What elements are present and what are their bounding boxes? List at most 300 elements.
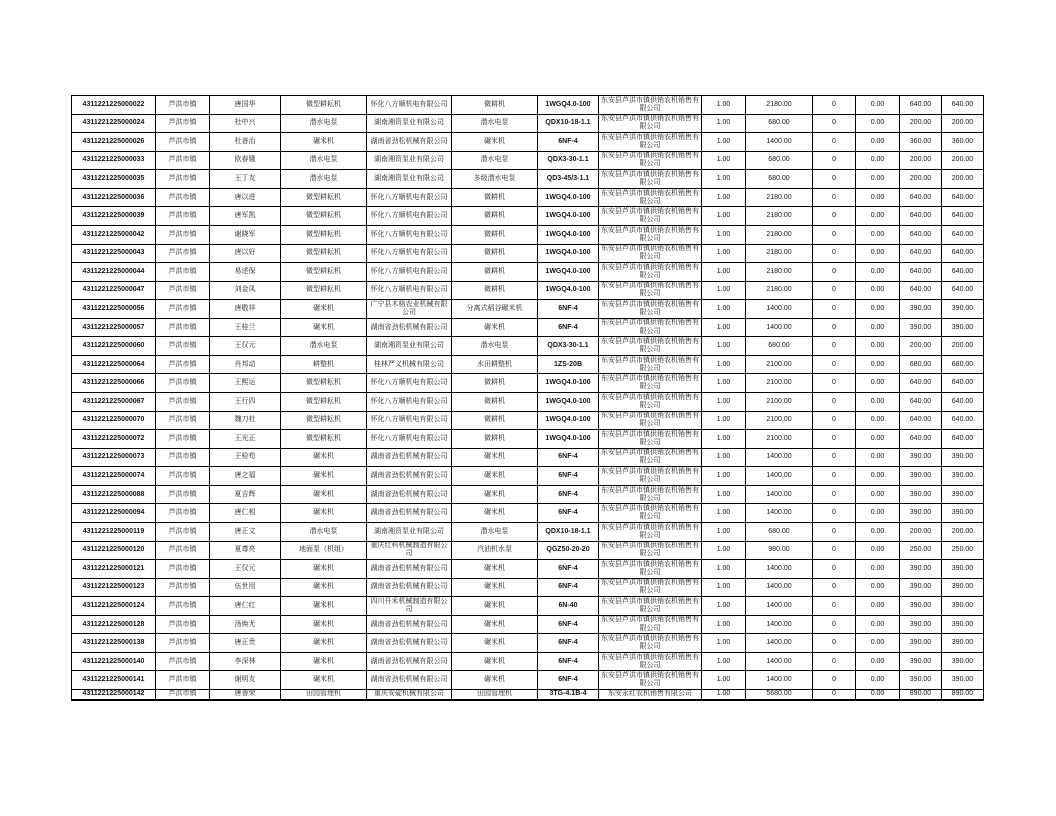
cell-subsidy: 200.00 xyxy=(900,522,942,541)
cell-total: 390.00 xyxy=(942,578,984,597)
cell-dealer: 东安县芦洪市镇供销农机销售有限公司 xyxy=(599,448,702,467)
cell-record-id: 4311221225000072 xyxy=(72,430,156,449)
cell-record-id: 4311221225000141 xyxy=(72,671,156,690)
cell-record-id: 4311221225000094 xyxy=(72,504,156,523)
cell-quantity: 1.00 xyxy=(702,355,746,374)
cell-dealer: 东安县芦洪市镇供销农机销售有限公司 xyxy=(599,634,702,653)
table-row xyxy=(72,225,984,244)
cell-model: 6NF-4 xyxy=(538,652,599,671)
table-row xyxy=(72,170,984,189)
cell-product: 潜水电泵 xyxy=(452,114,538,133)
cell-deduct-amount: 0.00 xyxy=(856,541,900,560)
cell-subsidy: 640.00 xyxy=(900,207,942,226)
cell-quantity: 1.00 xyxy=(702,578,746,597)
table-row xyxy=(72,541,984,560)
cell-product: 碾米机 xyxy=(452,485,538,504)
cell-applicant: 杜中兴 xyxy=(210,114,281,133)
cell-dealer: 东安县芦洪市镇供销农机销售有限公司 xyxy=(599,597,702,616)
cell-total: 390.00 xyxy=(942,300,984,319)
cell-subsidy: 390.00 xyxy=(900,467,942,486)
cell-manufacturer: 湖南湘资泵业有限公司 xyxy=(367,151,452,170)
cell-quantity: 1.00 xyxy=(702,133,746,152)
cell-price: 680.00 xyxy=(746,337,813,356)
cell-price: 2180.00 xyxy=(746,263,813,282)
cell-dealer: 东安县芦洪市镇供销农机销售有限公司 xyxy=(599,96,702,115)
cell-subsidy: 250.00 xyxy=(900,541,942,560)
cell-quantity: 1.00 xyxy=(702,281,746,300)
cell-deduct-count: 0 xyxy=(813,504,856,523)
cell-deduct-count: 0 xyxy=(813,355,856,374)
cell-subsidy: 390.00 xyxy=(900,318,942,337)
table-row xyxy=(72,560,984,579)
cell-total: 640.00 xyxy=(942,244,984,263)
cell-applicant: 王仅元 xyxy=(210,337,281,356)
cell-total: 390.00 xyxy=(942,652,984,671)
cell-model: 6NF-4 xyxy=(538,448,599,467)
cell-deduct-amount: 0.00 xyxy=(856,337,900,356)
cell-model: 1WGQ4.0-100 xyxy=(538,374,599,393)
cell-record-id: 4311221225000074 xyxy=(72,467,156,486)
cell-price: 5680.00 xyxy=(746,690,813,701)
cell-deduct-count: 0 xyxy=(813,522,856,541)
cell-category: 地面泵（机组） xyxy=(281,541,367,560)
cell-category: 微型耕耘机 xyxy=(281,281,367,300)
cell-price: 1400.00 xyxy=(746,448,813,467)
cell-deduct-count: 0 xyxy=(813,541,856,560)
cell-dealer: 东安县芦洪市镇供销农机销售有限公司 xyxy=(599,281,702,300)
cell-quantity: 1.00 xyxy=(702,170,746,189)
cell-applicant: 唐国华 xyxy=(210,96,281,115)
cell-record-id: 4311221225000120 xyxy=(72,541,156,560)
cell-deduct-count: 0 xyxy=(813,467,856,486)
cell-deduct-amount: 0.00 xyxy=(856,578,900,597)
cell-dealer: 东安县芦洪市镇供销农机销售有限公司 xyxy=(599,188,702,207)
cell-town: 芦洪市镇 xyxy=(156,133,210,152)
cell-product: 微耕机 xyxy=(452,207,538,226)
table-row xyxy=(72,671,984,690)
cell-manufacturer: 湖南省劲松机械有限公司 xyxy=(367,634,452,653)
cell-town: 芦洪市镇 xyxy=(156,281,210,300)
cell-town: 芦洪市镇 xyxy=(156,634,210,653)
cell-deduct-count: 0 xyxy=(813,411,856,430)
cell-record-id: 4311221225000026 xyxy=(72,133,156,152)
cell-total: 360.00 xyxy=(942,133,984,152)
cell-town: 芦洪市镇 xyxy=(156,114,210,133)
cell-town: 芦洪市镇 xyxy=(156,597,210,616)
cell-quantity: 1.00 xyxy=(702,541,746,560)
cell-category: 微型耕耘机 xyxy=(281,411,367,430)
cell-product: 碾米机 xyxy=(452,448,538,467)
cell-applicant: 王光正 xyxy=(210,430,281,449)
cell-total: 640.00 xyxy=(942,263,984,282)
cell-deduct-amount: 0.00 xyxy=(856,522,900,541)
cell-total: 640.00 xyxy=(942,225,984,244)
cell-applicant: 唐敬祥 xyxy=(210,300,281,319)
cell-manufacturer: 湖南省劲松机械有限公司 xyxy=(367,615,452,634)
cell-category: 碾米机 xyxy=(281,634,367,653)
cell-deduct-count: 0 xyxy=(813,207,856,226)
table-row xyxy=(72,188,984,207)
cell-deduct-count: 0 xyxy=(813,597,856,616)
cell-category: 微型耕耘机 xyxy=(281,225,367,244)
cell-manufacturer: 湖南省劲松机械有限公司 xyxy=(367,448,452,467)
cell-model: QGZ50-20-20 xyxy=(538,541,599,560)
cell-product: 碾米机 xyxy=(452,615,538,634)
cell-subsidy: 200.00 xyxy=(900,114,942,133)
cell-applicant: 唐以好 xyxy=(210,244,281,263)
cell-dealer: 东安县芦洪市镇供销农机销售有限公司 xyxy=(599,337,702,356)
table-row xyxy=(72,337,984,356)
cell-manufacturer: 湖南省劲松机械有限公司 xyxy=(367,578,452,597)
cell-town: 芦洪市镇 xyxy=(156,244,210,263)
cell-quantity: 1.00 xyxy=(702,411,746,430)
cell-record-id: 4311221225000070 xyxy=(72,411,156,430)
cell-subsidy: 390.00 xyxy=(900,597,942,616)
cell-dealer: 东安县芦洪市镇供销农机销售有限公司 xyxy=(599,504,702,523)
cell-category: 微型耕耘机 xyxy=(281,393,367,412)
cell-total: 390.00 xyxy=(942,560,984,579)
table-row xyxy=(72,448,984,467)
cell-price: 1400.00 xyxy=(746,318,813,337)
cell-town: 芦洪市镇 xyxy=(156,541,210,560)
cell-quantity: 1.00 xyxy=(702,430,746,449)
table-row xyxy=(72,207,984,226)
cell-model: 1WGQ4.0-100 xyxy=(538,207,599,226)
table-row xyxy=(72,467,984,486)
cell-model: 1WGQ4.0-100 xyxy=(538,263,599,282)
cell-deduct-amount: 0.00 xyxy=(856,597,900,616)
cell-deduct-count: 0 xyxy=(813,560,856,579)
cell-quantity: 1.00 xyxy=(702,207,746,226)
cell-deduct-amount: 0.00 xyxy=(856,448,900,467)
cell-model: 1WGQ4.0-100 xyxy=(538,430,599,449)
cell-dealer: 东安县芦洪市镇供销农机销售有限公司 xyxy=(599,355,702,374)
cell-manufacturer: 怀化八方顺机电有限公司 xyxy=(367,96,452,115)
cell-dealer: 东安县芦洪市镇供销农机销售有限公司 xyxy=(599,300,702,319)
cell-quantity: 1.00 xyxy=(702,114,746,133)
cell-record-id: 4311221225000056 xyxy=(72,300,156,319)
cell-price: 1400.00 xyxy=(746,133,813,152)
cell-price: 2180.00 xyxy=(746,207,813,226)
cell-applicant: 王仅元 xyxy=(210,560,281,579)
cell-category: 潜水电泵 xyxy=(281,114,367,133)
cell-quantity: 1.00 xyxy=(702,263,746,282)
cell-town: 芦洪市镇 xyxy=(156,652,210,671)
table-row xyxy=(72,485,984,504)
table-row xyxy=(72,634,984,653)
cell-deduct-amount: 0.00 xyxy=(856,615,900,634)
cell-deduct-count: 0 xyxy=(813,96,856,115)
cell-town: 芦洪市镇 xyxy=(156,207,210,226)
cell-price: 1400.00 xyxy=(746,615,813,634)
cell-model: 1WGQ4.0-100 xyxy=(538,411,599,430)
cell-record-id: 4311221225000035 xyxy=(72,170,156,189)
cell-category: 潜水电泵 xyxy=(281,522,367,541)
cell-price: 680.00 xyxy=(746,151,813,170)
cell-category: 碾米机 xyxy=(281,300,367,319)
cell-dealer: 东安县芦洪市镇供销农机销售有限公司 xyxy=(599,560,702,579)
cell-category: 潜水电泵 xyxy=(281,337,367,356)
cell-model: 3TG-4.1B-4 xyxy=(538,690,599,701)
cell-deduct-amount: 0.00 xyxy=(856,114,900,133)
cell-deduct-count: 0 xyxy=(813,485,856,504)
cell-manufacturer: 湖南湘资泵业有限公司 xyxy=(367,114,452,133)
cell-total: 390.00 xyxy=(942,467,984,486)
cell-quantity: 1.00 xyxy=(702,652,746,671)
table-row xyxy=(72,281,984,300)
cell-product: 碾米机 xyxy=(452,671,538,690)
cell-price: 1400.00 xyxy=(746,504,813,523)
cell-subsidy: 640.00 xyxy=(900,430,942,449)
cell-dealer: 东安县芦洪市镇供销农机销售有限公司 xyxy=(599,225,702,244)
cell-town: 芦洪市镇 xyxy=(156,170,210,189)
cell-manufacturer: 湖南省劲松机械有限公司 xyxy=(367,560,452,579)
cell-product: 碾米机 xyxy=(452,133,538,152)
cell-manufacturer: 湖南省劲松机械有限公司 xyxy=(367,671,452,690)
cell-manufacturer: 湖南湘资泵业有限公司 xyxy=(367,170,452,189)
cell-total: 640.00 xyxy=(942,96,984,115)
cell-applicant: 唐之福 xyxy=(210,467,281,486)
cell-deduct-amount: 0.00 xyxy=(856,485,900,504)
cell-town: 芦洪市镇 xyxy=(156,504,210,523)
cell-manufacturer: 怀化八方顺机电有限公司 xyxy=(367,225,452,244)
cell-dealer: 东安县芦洪市镇供销农机销售有限公司 xyxy=(599,374,702,393)
cell-town: 芦洪市镇 xyxy=(156,374,210,393)
cell-model: 6N-40 xyxy=(538,597,599,616)
table-row xyxy=(72,318,984,337)
cell-dealer: 东安县芦洪市镇供销农机销售有限公司 xyxy=(599,578,702,597)
cell-model: 6NF-4 xyxy=(538,318,599,337)
cell-record-id: 4311221225000064 xyxy=(72,355,156,374)
cell-dealer: 东安县芦洪市镇供销农机销售有限公司 xyxy=(599,652,702,671)
cell-deduct-count: 0 xyxy=(813,374,856,393)
cell-model: 6NF-4 xyxy=(538,467,599,486)
cell-applicant: 唐以进 xyxy=(210,188,281,207)
cell-model: 1WGQ4.0-100 xyxy=(538,281,599,300)
cell-category: 碾米机 xyxy=(281,504,367,523)
cell-deduct-amount: 0.00 xyxy=(856,355,900,374)
table-row xyxy=(72,133,984,152)
cell-deduct-count: 0 xyxy=(813,170,856,189)
cell-deduct-count: 0 xyxy=(813,615,856,634)
cell-product: 碾米机 xyxy=(452,652,538,671)
cell-deduct-count: 0 xyxy=(813,337,856,356)
cell-category: 碾米机 xyxy=(281,318,367,337)
cell-subsidy: 680.00 xyxy=(900,355,942,374)
cell-manufacturer: 怀化八方顺机电有限公司 xyxy=(367,263,452,282)
cell-record-id: 4311221225000057 xyxy=(72,318,156,337)
cell-total: 390.00 xyxy=(942,504,984,523)
cell-total: 200.00 xyxy=(942,114,984,133)
cell-deduct-amount: 0.00 xyxy=(856,318,900,337)
cell-total: 250.00 xyxy=(942,541,984,560)
cell-product: 潜水电泵 xyxy=(452,151,538,170)
cell-category: 田园管理机 xyxy=(281,690,367,701)
cell-dealer: 东安县芦洪市镇供销农机销售有限公司 xyxy=(599,522,702,541)
cell-category: 潜水电泵 xyxy=(281,151,367,170)
cell-deduct-amount: 0.00 xyxy=(856,133,900,152)
cell-total: 640.00 xyxy=(942,411,984,430)
cell-applicant: 王丁友 xyxy=(210,170,281,189)
cell-manufacturer: 怀化八方顺机电有限公司 xyxy=(367,207,452,226)
cell-dealer: 东安县芦洪市镇供销农机销售有限公司 xyxy=(599,467,702,486)
cell-subsidy: 360.00 xyxy=(900,133,942,152)
cell-category: 碾米机 xyxy=(281,485,367,504)
cell-product: 碾米机 xyxy=(452,578,538,597)
cell-manufacturer: 重庆安碇机械有限公司 xyxy=(367,690,452,701)
cell-applicant: 李深林 xyxy=(210,652,281,671)
cell-subsidy: 390.00 xyxy=(900,615,942,634)
cell-town: 芦洪市镇 xyxy=(156,430,210,449)
table-row xyxy=(72,244,984,263)
cell-manufacturer: 怀化八方顺机电有限公司 xyxy=(367,430,452,449)
cell-product: 微耕机 xyxy=(452,281,538,300)
cell-subsidy: 200.00 xyxy=(900,170,942,189)
cell-record-id: 4311221225000043 xyxy=(72,244,156,263)
cell-town: 芦洪市镇 xyxy=(156,578,210,597)
cell-applicant: 唐正文 xyxy=(210,522,281,541)
cell-town: 芦洪市镇 xyxy=(156,318,210,337)
cell-deduct-amount: 0.00 xyxy=(856,560,900,579)
cell-manufacturer: 湖南省劲松机械有限公司 xyxy=(367,318,452,337)
cell-model: QDX3-30-1.1 xyxy=(538,151,599,170)
cell-deduct-amount: 0.00 xyxy=(856,188,900,207)
cell-model: QDX10-18-1.1 xyxy=(538,114,599,133)
cell-price: 1400.00 xyxy=(746,597,813,616)
cell-dealer: 东安县芦洪市镇供销农机销售有限公司 xyxy=(599,151,702,170)
cell-applicant: 唐仁红 xyxy=(210,597,281,616)
cell-dealer: 东安县芦洪市镇供销农机销售有限公司 xyxy=(599,615,702,634)
cell-subsidy: 640.00 xyxy=(900,393,942,412)
cell-category: 碾米机 xyxy=(281,467,367,486)
cell-record-id: 4311221225000033 xyxy=(72,151,156,170)
cell-total: 390.00 xyxy=(942,671,984,690)
cell-applicant: 王熙运 xyxy=(210,374,281,393)
cell-product: 微耕机 xyxy=(452,225,538,244)
cell-record-id: 4311221225000039 xyxy=(72,207,156,226)
cell-quantity: 1.00 xyxy=(702,337,746,356)
cell-category: 微型耕耘机 xyxy=(281,207,367,226)
cell-total: 640.00 xyxy=(942,207,984,226)
cell-subsidy: 390.00 xyxy=(900,652,942,671)
cell-town: 芦洪市镇 xyxy=(156,300,210,319)
cell-subsidy: 390.00 xyxy=(900,634,942,653)
cell-model: 1WGQ4.0-100 xyxy=(538,244,599,263)
cell-quantity: 1.00 xyxy=(702,504,746,523)
cell-record-id: 4311221225000024 xyxy=(72,114,156,133)
cell-total: 390.00 xyxy=(942,318,984,337)
cell-manufacturer: 湖南湘资泵业有限公司 xyxy=(367,337,452,356)
cell-dealer: 东安县芦洪市镇供销农机销售有限公司 xyxy=(599,671,702,690)
cell-price: 2100.00 xyxy=(746,393,813,412)
cell-model: 6NF-4 xyxy=(538,560,599,579)
cell-manufacturer: 怀化八方顺机电有限公司 xyxy=(367,374,452,393)
cell-subsidy: 390.00 xyxy=(900,448,942,467)
cell-total: 390.00 xyxy=(942,634,984,653)
cell-subsidy: 640.00 xyxy=(900,374,942,393)
cell-deduct-amount: 0.00 xyxy=(856,300,900,319)
cell-record-id: 4311221225000128 xyxy=(72,615,156,634)
cell-subsidy: 640.00 xyxy=(900,411,942,430)
cell-deduct-count: 0 xyxy=(813,634,856,653)
cell-deduct-count: 0 xyxy=(813,671,856,690)
cell-manufacturer: 重庆红科机械制造有限公司 xyxy=(367,541,452,560)
cell-price: 2180.00 xyxy=(746,96,813,115)
cell-quantity: 1.00 xyxy=(702,374,746,393)
cell-manufacturer: 桂林严义机械有限公司 xyxy=(367,355,452,374)
cell-dealer: 东安县芦洪市镇供销农机销售有限公司 xyxy=(599,318,702,337)
cell-record-id: 4311221225000119 xyxy=(72,522,156,541)
cell-model: 1WGQ4.0-100 xyxy=(538,393,599,412)
cell-record-id: 4311221225000073 xyxy=(72,448,156,467)
cell-total: 640.00 xyxy=(942,281,984,300)
cell-manufacturer: 怀化八方顺机电有限公司 xyxy=(367,411,452,430)
cell-model: 1WGQ4.0-100 xyxy=(538,225,599,244)
cell-subsidy: 390.00 xyxy=(900,560,942,579)
cell-applicant: 谢明友 xyxy=(210,671,281,690)
cell-town: 芦洪市镇 xyxy=(156,560,210,579)
cell-deduct-amount: 0.00 xyxy=(856,393,900,412)
cell-product: 碾米机 xyxy=(452,597,538,616)
cell-model: 6NF-4 xyxy=(538,671,599,690)
table-row xyxy=(72,114,984,133)
cell-deduct-count: 0 xyxy=(813,263,856,282)
cell-town: 芦洪市镇 xyxy=(156,188,210,207)
cell-subsidy: 640.00 xyxy=(900,96,942,115)
cell-quantity: 1.00 xyxy=(702,300,746,319)
cell-applicant: 夏吉辉 xyxy=(210,485,281,504)
table-row xyxy=(72,652,984,671)
cell-manufacturer: 湖南省劲松机械有限公司 xyxy=(367,504,452,523)
cell-applicant: 唐军凯 xyxy=(210,207,281,226)
cell-quantity: 1.00 xyxy=(702,671,746,690)
cell-subsidy: 390.00 xyxy=(900,578,942,597)
cell-price: 2180.00 xyxy=(746,188,813,207)
cell-deduct-amount: 0.00 xyxy=(856,170,900,189)
cell-applicant: 谢晓军 xyxy=(210,225,281,244)
cell-product: 碾米机 xyxy=(452,634,538,653)
cell-town: 芦洪市镇 xyxy=(156,448,210,467)
cell-record-id: 4311221225000142 xyxy=(72,690,156,701)
cell-deduct-amount: 0.00 xyxy=(856,225,900,244)
cell-price: 1400.00 xyxy=(746,467,813,486)
cell-applicant: 魏刀杜 xyxy=(210,411,281,430)
cell-price: 1400.00 xyxy=(746,671,813,690)
cell-applicant: 汤焕尤 xyxy=(210,615,281,634)
cell-total: 200.00 xyxy=(942,337,984,356)
cell-quantity: 1.00 xyxy=(702,318,746,337)
cell-town: 芦洪市镇 xyxy=(156,467,210,486)
cell-product: 微耕机 xyxy=(452,411,538,430)
cell-quantity: 1.00 xyxy=(702,597,746,616)
cell-town: 芦洪市镇 xyxy=(156,151,210,170)
cell-applicant: 夏尊亮 xyxy=(210,541,281,560)
cell-product: 水田耕整机 xyxy=(452,355,538,374)
cell-deduct-count: 0 xyxy=(813,281,856,300)
cell-town: 芦洪市镇 xyxy=(156,522,210,541)
cell-town: 芦洪市镇 xyxy=(156,615,210,634)
cell-applicant: 唐仁相 xyxy=(210,504,281,523)
cell-model: 6NF-4 xyxy=(538,615,599,634)
cell-price: 1400.00 xyxy=(746,560,813,579)
cell-applicant: 欧春娥 xyxy=(210,151,281,170)
cell-applicant: 杜善治 xyxy=(210,133,281,152)
cell-dealer: 东安县芦洪市镇供销农机销售有限公司 xyxy=(599,263,702,282)
cell-dealer: 东安永红农机销售有限公司 xyxy=(599,690,702,701)
cell-total: 640.00 xyxy=(942,188,984,207)
cell-record-id: 4311221225000060 xyxy=(72,337,156,356)
cell-subsidy: 890.00 xyxy=(900,690,942,701)
